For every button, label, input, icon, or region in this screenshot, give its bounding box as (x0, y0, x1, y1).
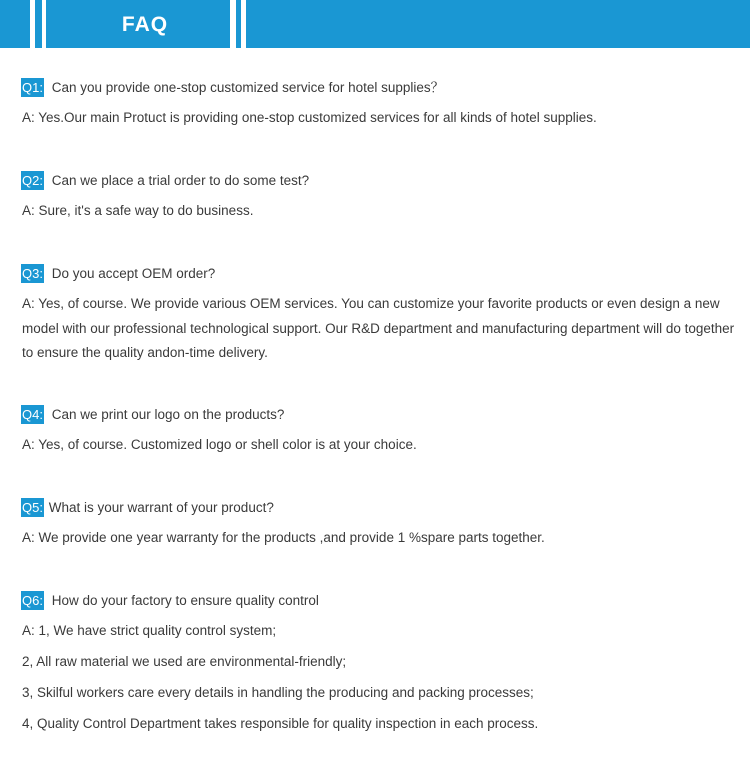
banner-stripe (0, 0, 30, 48)
faq-answer-1: A: Yes.Our main Protuct is providing one-stop customized services for all kinds of hotel supplies. (22, 110, 597, 125)
faq-answer-6-line-4: 4, Quality Control Department takes responsible for quality inspection in each process. (22, 716, 539, 731)
faq-answer-2: A: Sure, it's a safe way to do business. (22, 203, 254, 218)
question-tag: Q3: (22, 266, 43, 281)
faq-banner (0, 0, 750, 48)
faq-question-6 (21, 591, 319, 610)
faq-answer-4: A: Yes, of course. Customized logo or shell color is at your choice. (22, 437, 417, 452)
question-text: What is your warrant of your product? (48, 500, 274, 515)
faq-answer-3: A: Yes, of course. We provide various OEM services. You can customize your favorite products or even design a new model with our professional technological support. Our R&D department and manufacturing department will do together to ensure the quality andon-time delivery. (22, 296, 735, 360)
question-text: Can you provide one-stop customized service for hotel supplies？ (51, 80, 445, 95)
question-tag: Q2: (22, 173, 43, 188)
question-text: Can we print our logo on the products? (51, 407, 285, 422)
faq-question-5 (21, 498, 274, 517)
faq-answer-6-line-2: 2, All raw material we used are environmental-friendly; (22, 654, 347, 669)
question-text: Can we place a trial order to do some test? (51, 173, 310, 188)
faq-question-2 (21, 171, 309, 190)
banner-stripe (246, 0, 750, 48)
page-title: FAQ (121, 13, 169, 36)
faq-question-4 (21, 405, 284, 424)
question-tag: Q6: (22, 593, 43, 608)
faq-answer-6-line-3: 3, Skilful workers care every details in handling the producing and packing processes; (22, 685, 534, 700)
question-tag: Q4: (22, 407, 43, 422)
question-tag: Q5: (22, 500, 43, 515)
faq-question-3 (21, 264, 215, 283)
faq-answer-6-line-1: A: 1, We have strict quality control system; (22, 623, 277, 638)
question-tag: Q1: (22, 80, 43, 95)
faq-answer-5: A: We provide one year warranty for the products ,and provide 1 %spare parts together. (22, 530, 545, 545)
question-text: How do your factory to ensure quality control (51, 593, 319, 608)
question-text: Do you accept OEM order? (51, 266, 216, 281)
faq-question-1 (21, 78, 444, 97)
banner-stripe (35, 0, 42, 48)
